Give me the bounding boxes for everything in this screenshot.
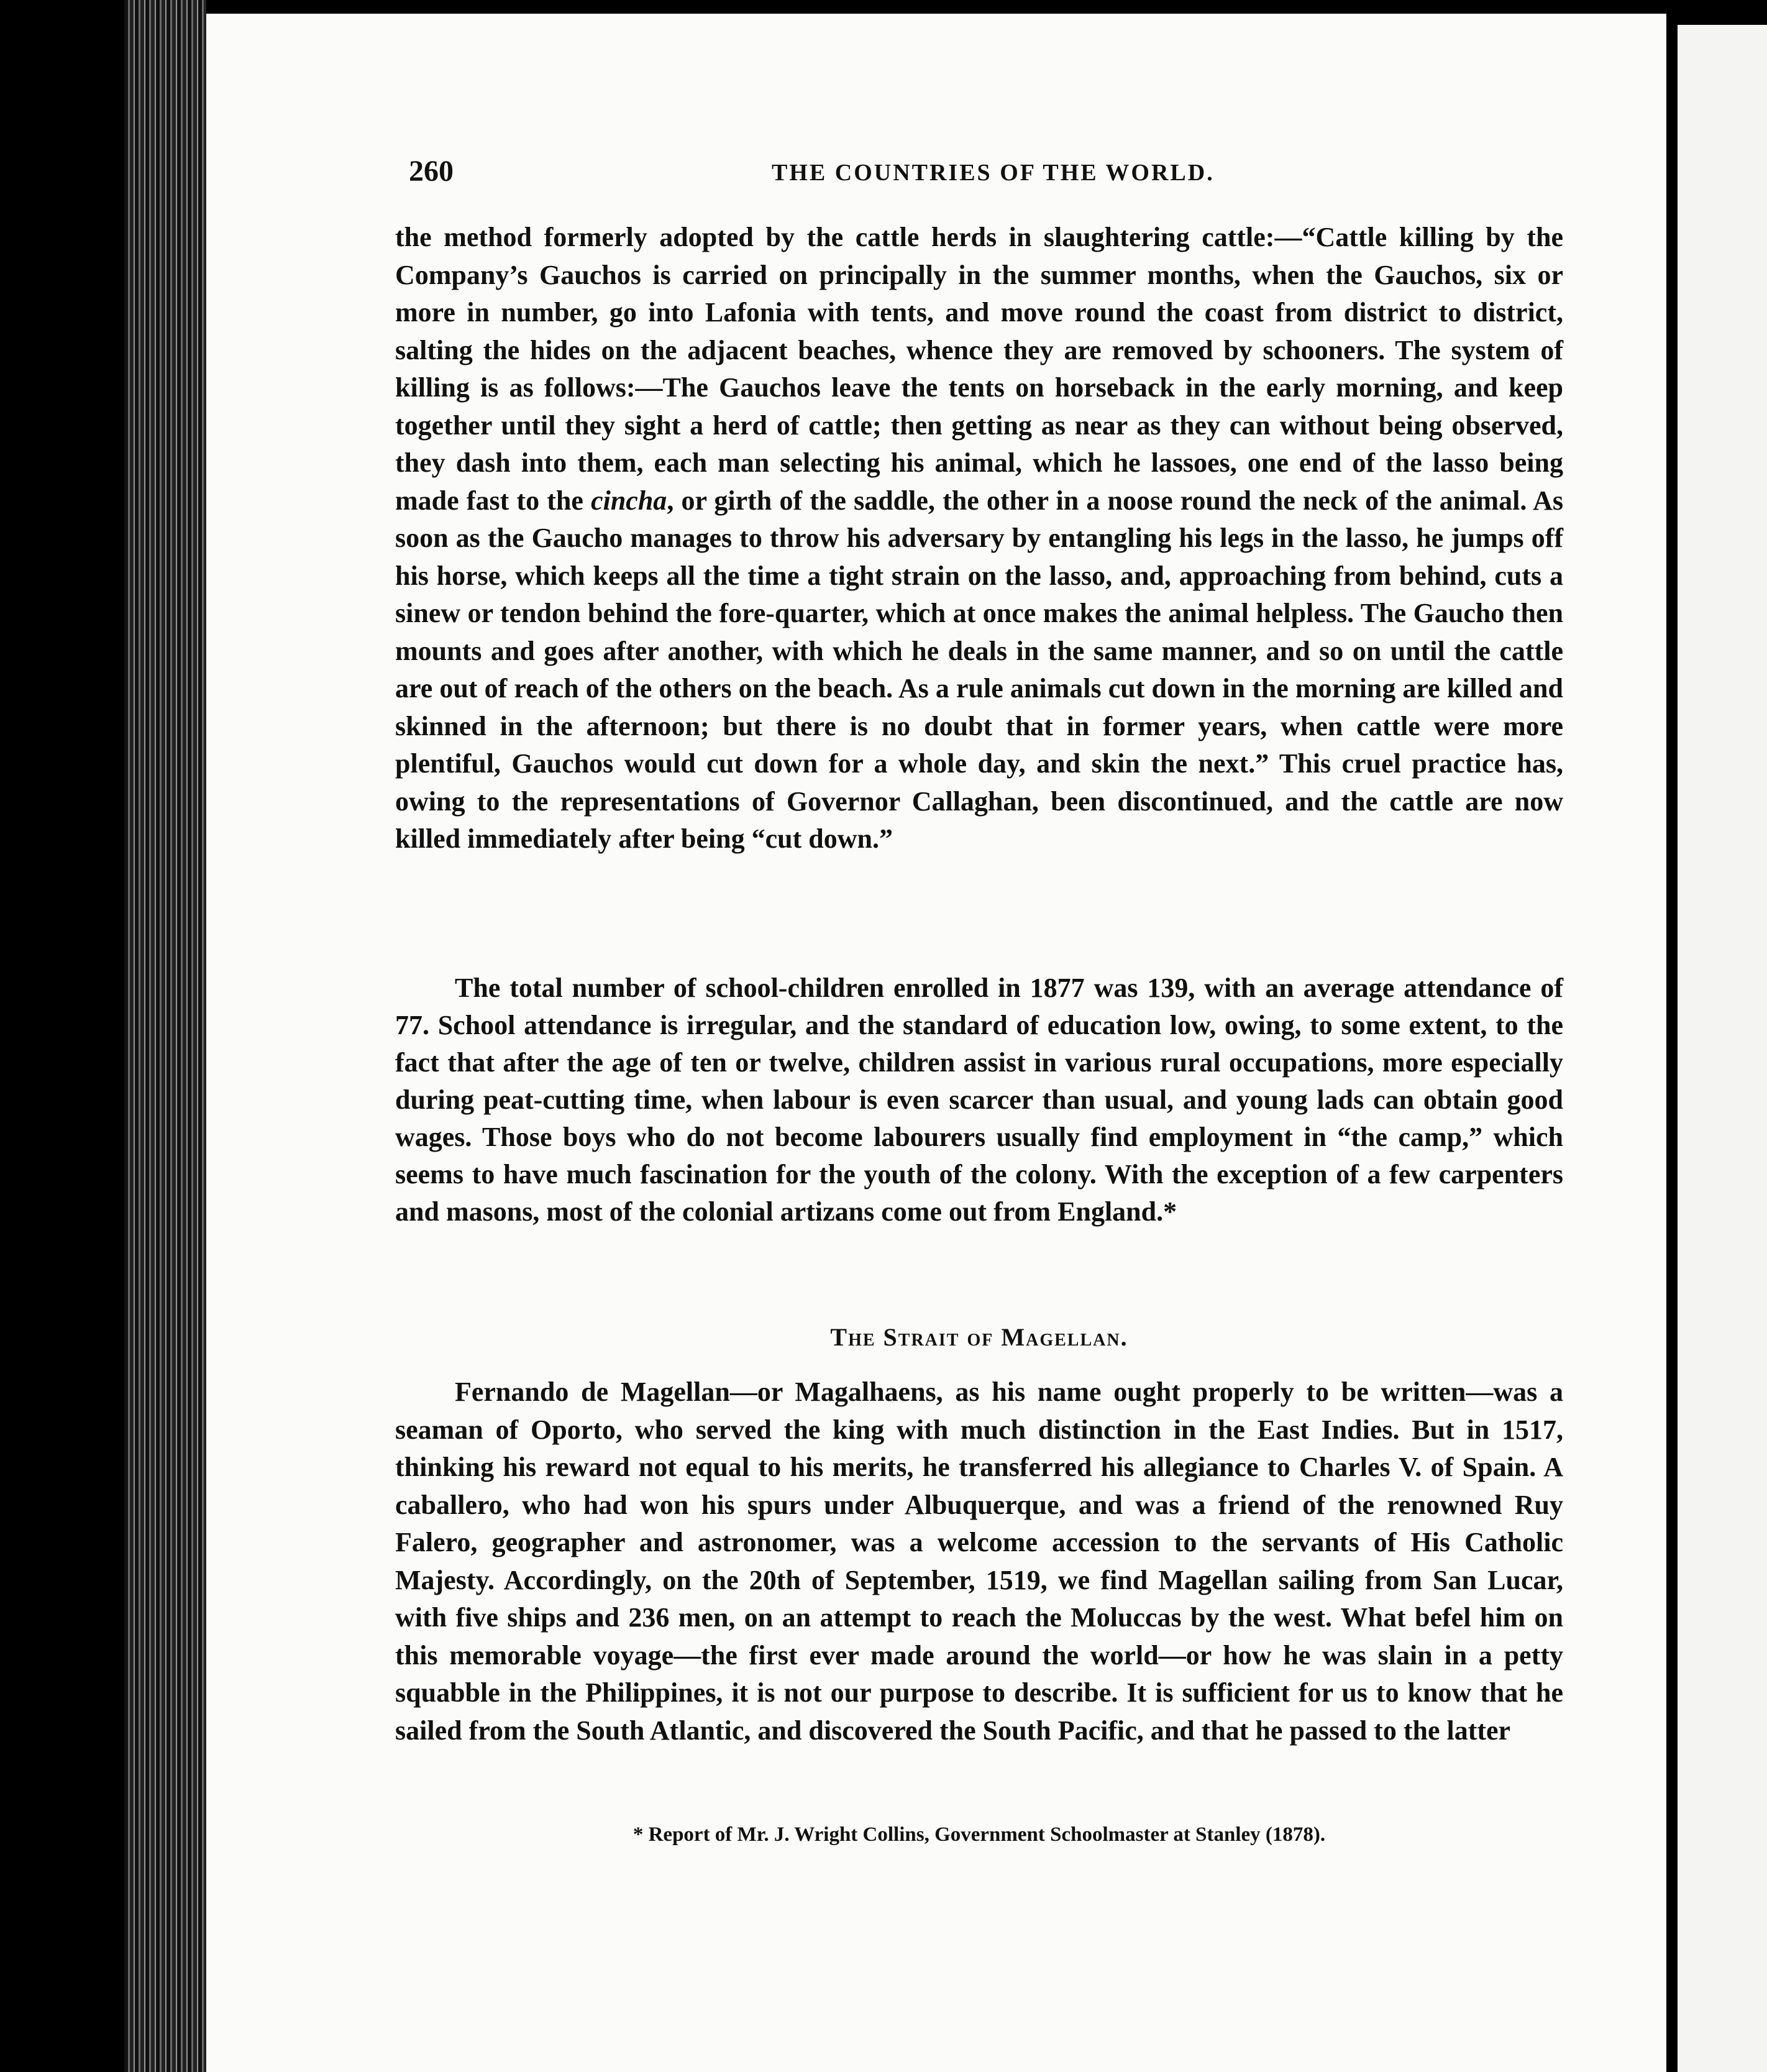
facing-page-edge <box>1671 25 1767 2072</box>
book-page-stack <box>124 0 206 2072</box>
page-header <box>409 154 1564 191</box>
section-heading: The Strait of Magellan. <box>830 1323 1128 1351</box>
paragraph-school-children: The total number of school-children enrolled in 1877 was 139, with an average attendance of 77. School attendance is irregular, and the standard of education low, owing, to some extent, to the fact that after the age of ten or twelve, children assist in various rural occupations, more especially during peat-cutting time, when labour is even scarcer than usual, and young lads can obtain good wages. Those boys who do not become labourers usually find employment in “the camp,” which seems to have much fascination for the youth of the colony. With the exception of a few carpenters and masons, most of the colonial artizans come out from England.* <box>395 973 1563 1227</box>
paragraph-cattle-killing <box>395 219 1563 858</box>
paragraph-magellan: Fernando de Magellan—or Magalhaens, as his name ought properly to be written—was a seaman of Oporto, who served the king with much distinction in the East Indies. But in 1517, thinking his reward not equal to his merits, he transferred his allegiance to Charles V. of Spain. A caballero, who had won his spurs under Albuquerque, and was a friend of the renowned Ruy Falero, geographer and astronomer, was a welcome accession to the servants of His Catholic Majesty. Accordingly, on the 20th of September, 1519, we find Magellan sailing from San Lucar, with five ships and 236 men, on an attempt to reach the Moluccas by the west. What befel him on this memorable voyage—the first ever made around the world—or how he was slain in a petty squabble in the Philippines, it is not our purpose to describe. It is sufficient for us to know that he sailed from the South Atlantic, and discovered the South Pacific, and that he passed to the latter <box>395 1377 1563 1746</box>
running-head: THE COUNTRIES OF THE WORLD. <box>772 160 1215 186</box>
italic-term-cincha: cincha <box>591 485 667 516</box>
footnote: * Report of Mr. J. Wright Collins, Government Schoolmaster at Stanley (1878). <box>632 1823 1326 1846</box>
paragraph-cattle-killing-part1: the method formerly adopted by the cattle herds in slaughtering cattle:—“Cattle killing by the Company’s Gauchos is carried on principally in the summer months, when the Gauchos, six or more in number, go into Lafonia with tents, and move round the coast from district to district, salting the hides on the adjacent beaches, whence they are removed by schooners. The system of killing is as follows:—The Gauchos leave the tents on horseback in the early morning, and keep together until they sight a herd of cattle; then getting as near as they can without being observed, they dash into them, each man selecting his animal, which he lassoes, one end of the lasso being made fast to the <box>395 222 1563 516</box>
paragraph-cattle-killing-part2: , or girth of the saddle, the other in a noose round the neck of the animal. As soon as the Gaucho manages to throw his adversary by entangling his legs in the lasso, he jumps off his horse, which keeps all the time a tight strain on the lasso, and, approaching from behind, cuts a sinew or tendon behind the fore-quarter, which at once makes the animal helpless. The Gaucho then mounts and goes after another, with which he deals in the same manner, and so on until the cattle are out of reach of the others on the beach. As a rule animals cut down in the morning are killed and skinned in the afternoon; but there is no doubt that in former years, when cattle were more plentiful, Gauchos would cut down for a whole day, and skin the next.” This cruel practice has, owing to the representations of Governor Callaghan, been discontinued, and the cattle are now killed immediately after being “cut down.” <box>395 485 1563 854</box>
page-number: 260 <box>409 155 454 188</box>
